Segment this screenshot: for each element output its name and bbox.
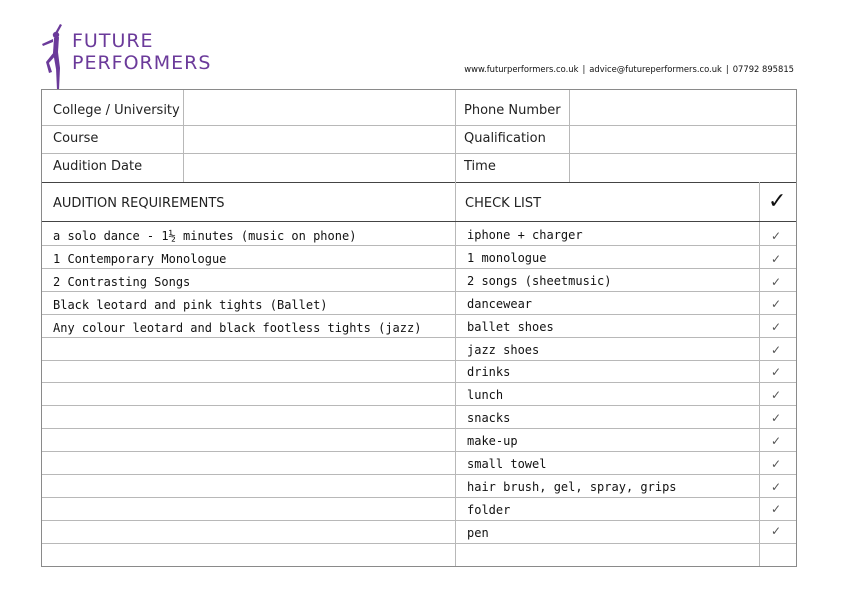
check-mark-icon[interactable]: ✓ <box>771 434 782 448</box>
phone-number-field[interactable] <box>570 91 795 124</box>
requirements-header: AUDITION REQUIREMENTS <box>53 196 225 211</box>
requirement-item: 1 Contemporary Monologue <box>53 252 227 266</box>
row-divider <box>42 268 796 269</box>
divider <box>42 182 796 183</box>
dancer-icon <box>38 22 72 92</box>
check-mark-icon[interactable]: ✓ <box>771 502 782 516</box>
qualification-label: Qualification <box>464 131 546 146</box>
website-link[interactable]: www.futurperformers.co.uk <box>464 64 579 74</box>
check-mark-icon[interactable]: ✓ <box>771 320 782 334</box>
requirement-item: 2 Contrasting Songs <box>53 275 191 289</box>
audition-date-label: Audition Date <box>53 159 143 174</box>
checklist-item: drinks <box>467 365 511 379</box>
row-divider <box>42 382 796 383</box>
row-divider <box>42 291 796 292</box>
check-header-icon: ✓ <box>768 189 787 214</box>
row-divider <box>42 245 796 246</box>
brand-logo <box>38 22 228 92</box>
row-divider <box>42 543 796 544</box>
check-mark-icon[interactable]: ✓ <box>771 457 782 471</box>
phone-number: 07792 895815 <box>732 64 794 74</box>
row-divider <box>42 428 796 429</box>
college-label: College / University <box>53 103 180 118</box>
checklist-item: 2 songs (sheetmusic) <box>467 274 612 288</box>
divider <box>759 182 760 566</box>
divider <box>455 90 456 566</box>
row-divider <box>42 405 796 406</box>
checklist-item: folder <box>467 503 511 517</box>
qualification-field[interactable] <box>570 126 795 152</box>
checklist-item: make-up <box>467 434 518 448</box>
course-field[interactable] <box>184 126 454 152</box>
checklist-item: ballet shoes <box>467 320 554 334</box>
requirement-item: Black leotard and pink tights (Ballet) <box>53 298 328 312</box>
college-field[interactable] <box>184 91 454 124</box>
checklist-item: lunch <box>467 388 504 402</box>
check-mark-icon[interactable]: ✓ <box>771 229 782 243</box>
row-divider <box>42 360 796 361</box>
checklist-item: pen <box>467 526 489 540</box>
contact-line <box>464 64 794 74</box>
brand-line-2: PERFORMERS <box>72 52 212 74</box>
check-mark-icon[interactable]: ✓ <box>771 275 782 289</box>
audition-form <box>41 89 797 567</box>
check-mark-icon[interactable]: ✓ <box>771 343 782 357</box>
checklist-item: snacks <box>467 411 511 425</box>
row-divider <box>42 451 796 452</box>
checklist-header: CHECK LIST <box>465 196 542 211</box>
requirement-item: Any colour leotard and black footless tights (jazz) <box>53 321 422 335</box>
check-mark-icon[interactable]: ✓ <box>771 480 782 494</box>
checklist-item: iphone + charger <box>467 228 583 242</box>
separator: | <box>725 64 729 74</box>
check-mark-icon[interactable]: ✓ <box>771 411 782 425</box>
check-mark-icon[interactable]: ✓ <box>771 252 782 266</box>
row-divider <box>42 520 796 521</box>
row-divider <box>42 337 796 338</box>
time-field[interactable] <box>570 154 795 181</box>
checklist-item: hair brush, gel, spray, grips <box>467 480 677 494</box>
checklist-item: small towel <box>467 457 547 471</box>
check-mark-icon[interactable]: ✓ <box>771 297 782 311</box>
row-divider <box>42 314 796 315</box>
course-label: Course <box>53 131 99 146</box>
audition-date-field[interactable] <box>184 154 454 181</box>
requirement-item: a solo dance - 1½ minutes (music on phone) <box>53 229 357 243</box>
check-mark-icon[interactable]: ✓ <box>771 388 782 402</box>
divider <box>42 221 796 222</box>
email-link[interactable]: advice@futureperformers.co.uk <box>589 64 722 74</box>
check-mark-icon[interactable]: ✓ <box>771 365 782 379</box>
checklist-item: jazz shoes <box>467 343 540 357</box>
check-mark-icon[interactable]: ✓ <box>771 524 782 538</box>
row-divider <box>42 474 796 475</box>
separator: | <box>582 64 586 74</box>
row-divider <box>42 497 796 498</box>
time-label: Time <box>464 159 496 174</box>
phone-number-label: Phone Number <box>464 103 561 118</box>
checklist-item: 1 monologue <box>467 251 547 265</box>
brand-line-1: FUTURE <box>72 30 154 52</box>
checklist-item: dancewear <box>467 297 533 311</box>
